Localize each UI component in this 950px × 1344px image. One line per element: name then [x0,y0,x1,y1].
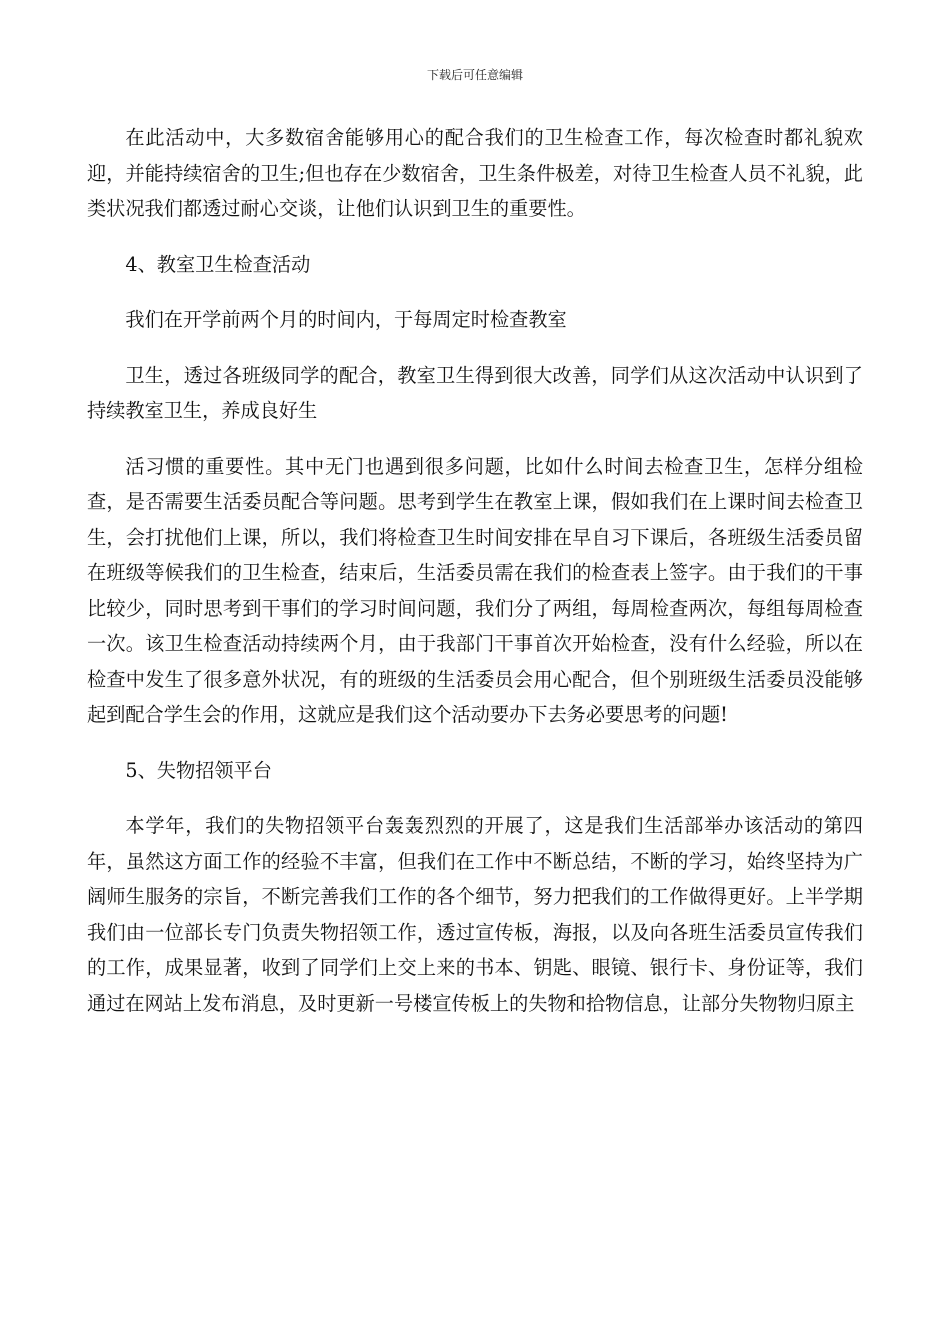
section-heading: 5、失物招领平台 [125,758,272,782]
document-body [87,120,863,1021]
paragraph: 活习惯的重要性。其中无门也遇到很多问题，比如什么时间去检查卫生，怎样分组检查，是否需要生活委员配合等问题。思考到学生在教室上课，假如我们在上课时间去检查卫生，会打扰他们上课，所以，我们将检查卫生时间安排在早自习下课后，各班级生活委员留在班级等候我们的卫生检查，结束后，生活委员需在我们的检查表上签字。由于我们的干事比较少，同时思考到干事们的学习时间问题，我们分了两组，每周检查两次，每组每周检查一次。该卫生检查活动持续两个月，由于我部门干事首次开始检查，没有什么经验，所以在检查中发生了很多意外状况，有的班级的生活委员会用心配合，但个别班级生活委员没能够起到配合学生会的作用，这就应是我们这个活动要办下去务必要思考的问题! [87,454,863,726]
paragraph: 在此活动中，大多数宿舍能够用心的配合我们的卫生检查工作，每次检查时都礼貌欢迎，并能持续宿舍的卫生;但也存在少数宿舍，卫生条件极差，对待卫生检查人员不礼貌，此类状况我们都透过耐心交谈，让他们认识到卫生的重要性。 [87,126,863,220]
paragraph: 我们在开学前两个月的时间内，于每周定时检查教室 [125,308,567,331]
paragraph: 卫生，透过各班级同学的配合，教室卫生得到很大改善，同学们从这次活动中认识到了持续教室卫生，养成良好生 [87,363,863,422]
paragraph: 本学年，我们的失物招领平台轰轰烈烈的开展了，这是我们生活部举办该活动的第四年，虽然这方面工作的经验不丰富，但我们在工作中不断总结，不断的学习，始终坚持为广阔师生服务的宗旨，不断完善我们工作的各个细节，努力把我们的工作做得更好。上半学期我们由一位部长专门负责失物招领工作，透过宣传板，海报，以及向各班生活委员宣传我们的工作，成果显著，收到了同学们上交上来的书本、钥匙、眼镜、银行卡、身份证等，我们通过在网站上发布消息，及时更新一号楼宣传板上的失物和拾物信息，让部分失物物归原主 [87,814,863,1015]
section-heading: 4、教室卫生检查活动 [125,252,311,276]
page-header: 下载后可任意编辑 [426,68,523,82]
